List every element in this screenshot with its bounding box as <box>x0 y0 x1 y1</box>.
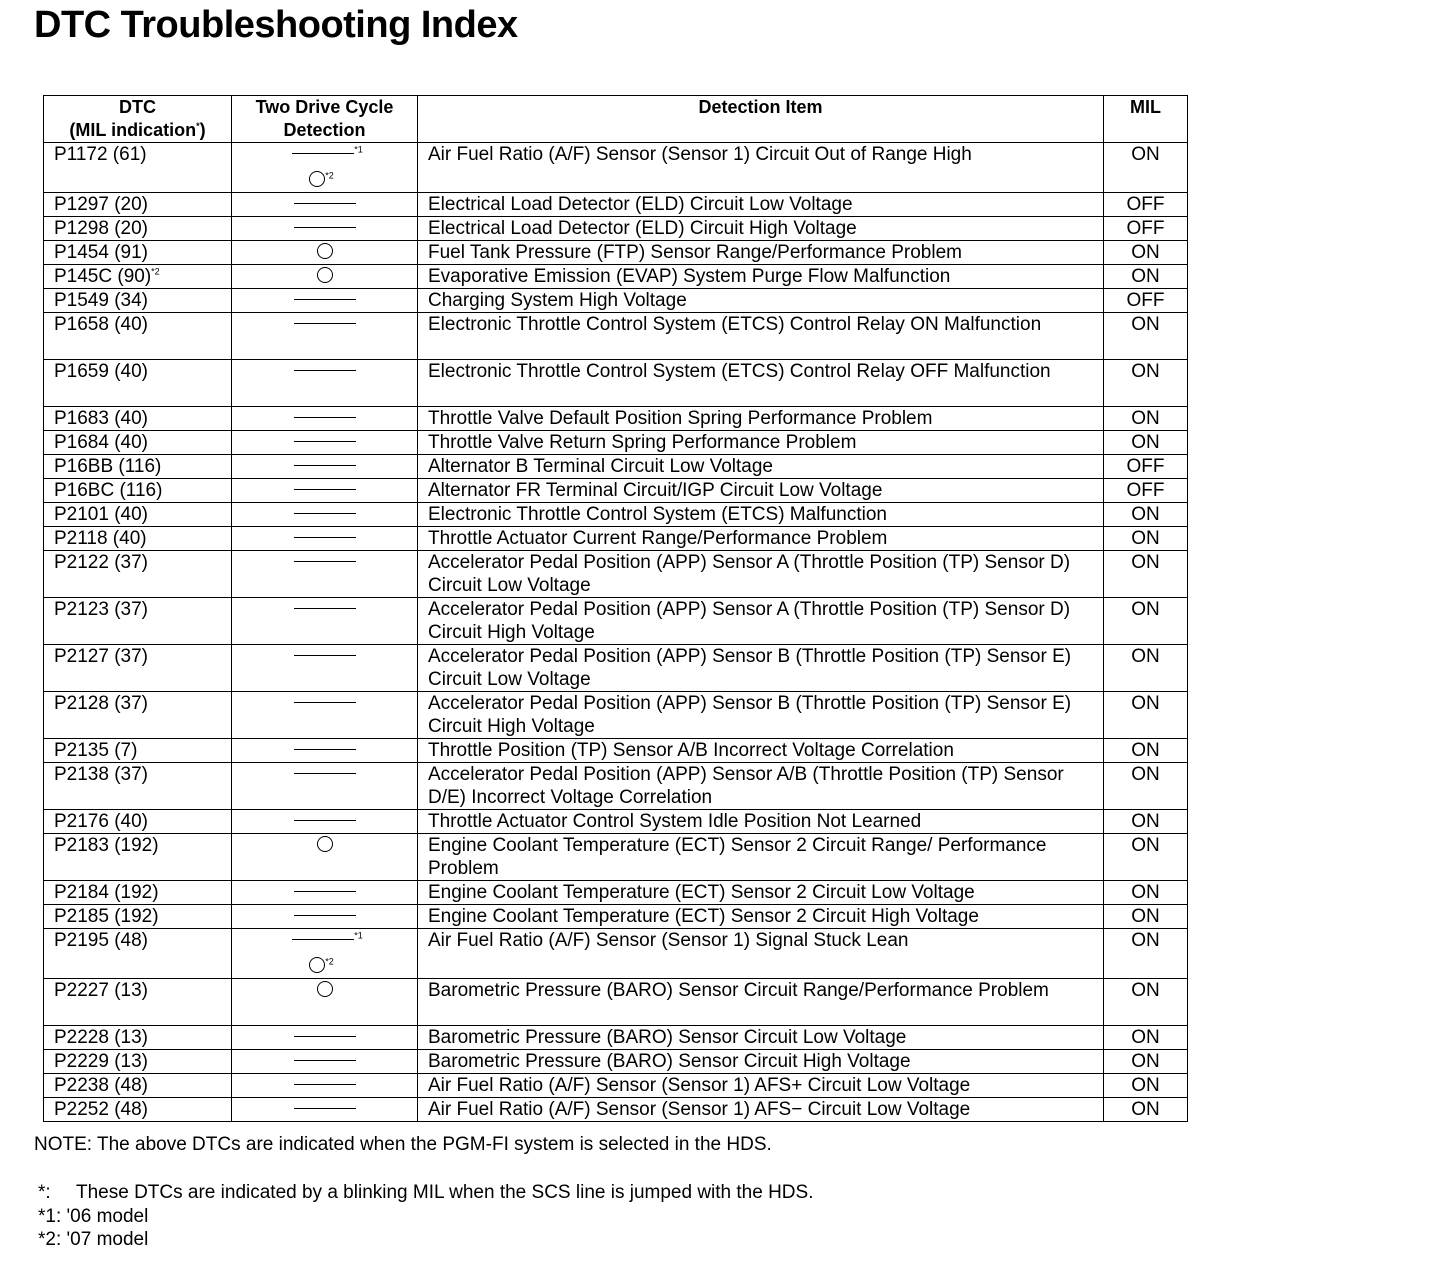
dtc-code: P2185 (192) <box>54 906 159 927</box>
detection-item-cell: Throttle Position (TP) Sensor A/B Incorrect Voltage Correlation <box>418 739 1104 763</box>
mil-status-cell: OFF <box>1104 479 1188 503</box>
dtc-code: P2101 (40) <box>54 504 149 525</box>
footnote-mark: *: <box>38 1182 51 1203</box>
dtc-code: P1454 (91) <box>54 242 149 263</box>
not-applicable-dash-icon <box>294 370 356 371</box>
not-applicable-dash-icon <box>294 513 356 514</box>
mil-status-cell: ON <box>1104 503 1188 527</box>
model-footnote-mark: *1 <box>354 930 363 941</box>
detection-item-cell: Barometric Pressure (BARO) Sensor Circuit Range/Performance Problem <box>418 979 1104 1026</box>
two-drive-cycle-cell <box>232 455 418 479</box>
table-row <box>44 1026 1188 1050</box>
table-row <box>44 479 1188 503</box>
header-dtc-line1: DTC <box>119 97 156 117</box>
footnotes <box>38 1181 813 1252</box>
dtc-code-cell <box>44 979 232 1026</box>
not-applicable-dash-icon <box>292 153 354 154</box>
dtc-code: P2183 (192) <box>54 835 159 856</box>
two-drive-cycle-cell <box>232 360 418 407</box>
dtc-code: P2228 (13) <box>54 1027 149 1048</box>
not-applicable-dash-icon <box>294 915 356 916</box>
not-applicable-dash-icon <box>294 702 356 703</box>
table-row <box>44 1050 1188 1074</box>
dtc-code-cell <box>44 551 232 598</box>
detection-item-cell: Throttle Actuator Control System Idle Position Not Learned <box>418 810 1104 834</box>
table-row <box>44 551 1188 598</box>
not-applicable-dash-icon <box>294 203 356 204</box>
dtc-code: P1684 (40) <box>54 432 149 453</box>
two-drive-cycle-cell <box>232 598 418 645</box>
two-drive-cycle-cell <box>232 763 418 810</box>
mil-status-cell: OFF <box>1104 217 1188 241</box>
dtc-code-cell <box>44 929 232 979</box>
table-header-row <box>44 96 1188 143</box>
table-row <box>44 763 1188 810</box>
not-applicable-dash-icon <box>294 1108 356 1109</box>
model-footnote-mark: *2 <box>325 956 334 967</box>
table-row <box>44 241 1188 265</box>
mil-status-cell: ON <box>1104 763 1188 810</box>
table-row <box>44 881 1188 905</box>
footnote-text: These DTCs are indicated by a blinking MIL when the SCS line is jumped with the HDS. <box>76 1182 814 1203</box>
detection-item-cell: Barometric Pressure (BARO) Sensor Circuit High Voltage <box>418 1050 1104 1074</box>
dtc-code-cell <box>44 739 232 763</box>
dtc-code: P1659 (40) <box>54 361 149 382</box>
mil-status-cell: ON <box>1104 881 1188 905</box>
detection-item-cell: Charging System High Voltage <box>418 289 1104 313</box>
header-two-drive-cycle <box>232 96 418 143</box>
detection-item-cell: Air Fuel Ratio (A/F) Sensor (Sensor 1) AFS+ Circuit Low Voltage <box>418 1074 1104 1098</box>
detection-item-cell: Fuel Tank Pressure (FTP) Sensor Range/Performance Problem <box>418 241 1104 265</box>
two-drive-cycle-cell <box>232 265 418 289</box>
mil-status-cell: OFF <box>1104 193 1188 217</box>
table-row <box>44 834 1188 881</box>
detection-item-cell: Engine Coolant Temperature (ECT) Sensor 2 Circuit Low Voltage <box>418 881 1104 905</box>
table-row <box>44 313 1188 360</box>
model-footnote-mark: *1 <box>354 144 363 155</box>
table-row <box>44 810 1188 834</box>
dtc-code-cell <box>44 217 232 241</box>
detection-item-cell: Alternator B Terminal Circuit Low Voltage <box>418 455 1104 479</box>
not-applicable-dash-icon <box>294 441 356 442</box>
dtc-code: P1683 (40) <box>54 408 149 429</box>
table-row <box>44 503 1188 527</box>
two-drive-cycle-circle-icon <box>317 836 333 852</box>
header-detection-item: Detection Item <box>418 96 1104 143</box>
dtc-code-cell <box>44 265 232 289</box>
mil-status-cell: ON <box>1104 692 1188 739</box>
table-row <box>44 527 1188 551</box>
two-drive-cycle-cell <box>232 527 418 551</box>
two-drive-cycle-cell <box>232 739 418 763</box>
two-drive-cycle-cell <box>232 881 418 905</box>
dtc-code-cell <box>44 313 232 360</box>
detection-item-cell: Engine Coolant Temperature (ECT) Sensor 2 Circuit Range/ Performance Problem <box>418 834 1104 881</box>
mil-status-cell: ON <box>1104 265 1188 289</box>
dtc-code: P2122 (37) <box>54 552 149 573</box>
table-row <box>44 360 1188 407</box>
dtc-code: P1172 (61) <box>54 144 147 165</box>
dtc-code: P2229 (13) <box>54 1051 149 1072</box>
dtc-code-cell <box>44 241 232 265</box>
header-dtc-footnote-mark: * <box>196 121 200 131</box>
mil-status-cell: ON <box>1104 929 1188 979</box>
two-drive-cycle-cell <box>232 645 418 692</box>
table-row <box>44 265 1188 289</box>
two-drive-cycle-cell <box>232 193 418 217</box>
detection-item-cell: Engine Coolant Temperature (ECT) Sensor 2 Circuit High Voltage <box>418 905 1104 929</box>
table-row <box>44 598 1188 645</box>
not-applicable-dash-icon <box>294 1084 356 1085</box>
footnote-text: '07 model <box>66 1229 149 1250</box>
dtc-code-cell <box>44 503 232 527</box>
mil-status-cell: ON <box>1104 407 1188 431</box>
table-row <box>44 1074 1188 1098</box>
detection-item-cell: Electronic Throttle Control System (ETCS) Control Relay ON Malfunction <box>418 313 1104 360</box>
two-drive-cycle-circle-icon <box>317 267 333 283</box>
not-applicable-dash-icon <box>294 891 356 892</box>
mil-status-cell: ON <box>1104 1074 1188 1098</box>
table-row <box>44 929 1188 979</box>
two-drive-cycle-cell <box>232 313 418 360</box>
two-drive-cycle-cell <box>232 834 418 881</box>
not-applicable-dash-icon <box>292 939 354 940</box>
footnote-mark: *1: <box>38 1205 62 1227</box>
table-row <box>44 979 1188 1026</box>
dtc-code-cell <box>44 289 232 313</box>
not-applicable-dash-icon <box>294 227 356 228</box>
mil-status-cell: ON <box>1104 1098 1188 1122</box>
mil-status-cell: ON <box>1104 979 1188 1026</box>
dtc-code: P2138 (37) <box>54 764 149 785</box>
mil-status-cell: ON <box>1104 241 1188 265</box>
table-body <box>44 143 1188 1122</box>
dtc-code: P2127 (37) <box>54 646 149 667</box>
not-applicable-dash-icon <box>294 489 356 490</box>
footnote-item <box>38 1228 813 1252</box>
not-applicable-dash-icon <box>294 465 356 466</box>
two-drive-cycle-cell <box>232 1026 418 1050</box>
dtc-code: P145C (90) <box>54 266 152 287</box>
two-drive-cycle-cell <box>232 1074 418 1098</box>
table-row <box>44 905 1188 929</box>
table-row <box>44 143 1188 193</box>
two-drive-cycle-circle-icon <box>317 243 333 259</box>
note-text: NOTE: The above DTCs are indicated when the PGM-FI system is selected in the HDS. <box>34 1134 772 1155</box>
detection-item-cell: Accelerator Pedal Position (APP) Sensor A/B (Throttle Position (TP) Sensor D/E) Incorrect Voltage Correlation <box>418 763 1104 810</box>
dtc-code: P1297 (20) <box>54 194 149 215</box>
two-drive-cycle-circle-icon <box>309 171 325 187</box>
mil-status-cell: OFF <box>1104 289 1188 313</box>
dtc-code-cell <box>44 598 232 645</box>
detection-item-cell: Alternator FR Terminal Circuit/IGP Circuit Low Voltage <box>418 479 1104 503</box>
dtc-code-cell <box>44 479 232 503</box>
mil-status-cell: OFF <box>1104 455 1188 479</box>
footnote-text: '06 model <box>66 1205 149 1227</box>
dtc-code: P1298 (20) <box>54 218 149 239</box>
dtc-code-cell <box>44 407 232 431</box>
table-row <box>44 1098 1188 1122</box>
two-drive-cycle-cell <box>232 479 418 503</box>
dtc-code-cell <box>44 1098 232 1122</box>
mil-status-cell: ON <box>1104 551 1188 598</box>
two-drive-cycle-cell <box>232 905 418 929</box>
two-drive-cycle-cell <box>232 551 418 598</box>
table-row <box>44 739 1188 763</box>
two-drive-cycle-cell <box>232 241 418 265</box>
dtc-code-cell <box>44 143 232 193</box>
dtc-code: P2252 (48) <box>54 1099 149 1120</box>
detection-item-cell: Evaporative Emission (EVAP) System Purge Flow Malfunction <box>418 265 1104 289</box>
two-drive-cycle-cell <box>232 1098 418 1122</box>
not-applicable-dash-icon <box>294 820 356 821</box>
header-two-line2: Detection <box>283 120 366 140</box>
detection-item-cell: Accelerator Pedal Position (APP) Sensor B (Throttle Position (TP) Sensor E) Circuit High Voltage <box>418 692 1104 739</box>
detection-item-cell: Air Fuel Ratio (A/F) Sensor (Sensor 1) AFS− Circuit Low Voltage <box>418 1098 1104 1122</box>
detection-item-cell: Air Fuel Ratio (A/F) Sensor (Sensor 1) Signal Stuck Lean <box>418 929 1104 979</box>
two-drive-cycle-cell <box>232 217 418 241</box>
mil-status-cell: ON <box>1104 431 1188 455</box>
model-footnote-mark: *2 <box>325 170 334 181</box>
mil-status-cell: ON <box>1104 143 1188 193</box>
dtc-index-table <box>43 95 1188 1122</box>
table-row <box>44 217 1188 241</box>
dtc-code-cell <box>44 1026 232 1050</box>
detection-item-cell: Accelerator Pedal Position (APP) Sensor A (Throttle Position (TP) Sensor D) Circuit High Voltage <box>418 598 1104 645</box>
footnote-item <box>38 1181 813 1205</box>
mil-status-cell: ON <box>1104 810 1188 834</box>
two-drive-cycle-circle-icon <box>317 981 333 997</box>
not-applicable-dash-icon <box>294 749 356 750</box>
dtc-code: P16BC (116) <box>54 480 163 501</box>
dtc-code-cell <box>44 527 232 551</box>
table-row <box>44 455 1188 479</box>
not-applicable-dash-icon <box>294 417 356 418</box>
dtc-code-cell <box>44 763 232 810</box>
not-applicable-dash-icon <box>294 561 356 562</box>
dtc-code: P16BB (116) <box>54 456 162 477</box>
dtc-footnote-mark: *2 <box>151 266 160 277</box>
two-drive-cycle-cell <box>232 503 418 527</box>
header-mil: MIL <box>1104 96 1188 143</box>
dtc-code-cell <box>44 431 232 455</box>
dtc-code-cell <box>44 455 232 479</box>
detection-item-cell: Electronic Throttle Control System (ETCS) Control Relay OFF Malfunction <box>418 360 1104 407</box>
table-row <box>44 289 1188 313</box>
dtc-code: P2135 (7) <box>54 740 138 761</box>
detection-item-cell: Electronic Throttle Control System (ETCS) Malfunction <box>418 503 1104 527</box>
not-applicable-dash-icon <box>294 773 356 774</box>
mil-status-cell: ON <box>1104 313 1188 360</box>
not-applicable-dash-icon <box>294 537 356 538</box>
detection-item-cell: Air Fuel Ratio (A/F) Sensor (Sensor 1) Circuit Out of Range High <box>418 143 1104 193</box>
detection-item-cell: Throttle Valve Return Spring Performance Problem <box>418 431 1104 455</box>
mil-status-cell: ON <box>1104 360 1188 407</box>
mil-status-cell: ON <box>1104 905 1188 929</box>
header-dtc <box>44 96 232 143</box>
detection-item-cell: Electrical Load Detector (ELD) Circuit High Voltage <box>418 217 1104 241</box>
two-drive-cycle-circle-icon <box>309 957 325 973</box>
mil-status-cell: ON <box>1104 739 1188 763</box>
two-drive-cycle-cell <box>232 979 418 1026</box>
dtc-code-cell <box>44 1074 232 1098</box>
mil-status-cell: ON <box>1104 598 1188 645</box>
table-row <box>44 193 1188 217</box>
detection-item-cell: Electrical Load Detector (ELD) Circuit Low Voltage <box>418 193 1104 217</box>
dtc-code: P2128 (37) <box>54 693 149 714</box>
not-applicable-dash-icon <box>294 1036 356 1037</box>
footnote-mark: *2: <box>38 1229 62 1250</box>
dtc-code-cell <box>44 193 232 217</box>
two-drive-cycle-cell <box>232 929 418 979</box>
table-row <box>44 431 1188 455</box>
header-dtc-line2: (MIL indication <box>69 120 197 140</box>
not-applicable-dash-icon <box>294 655 356 656</box>
dtc-code: P2227 (13) <box>54 980 149 1001</box>
dtc-code: P2176 (40) <box>54 811 149 832</box>
detection-item-cell: Barometric Pressure (BARO) Sensor Circuit Low Voltage <box>418 1026 1104 1050</box>
dtc-code-cell <box>44 810 232 834</box>
table-row <box>44 645 1188 692</box>
dtc-code-cell <box>44 1050 232 1074</box>
dtc-code-cell <box>44 360 232 407</box>
two-drive-cycle-cell <box>232 431 418 455</box>
footnote-item <box>38 1205 813 1229</box>
not-applicable-dash-icon <box>294 1060 356 1061</box>
mil-status-cell: ON <box>1104 1050 1188 1074</box>
two-drive-cycle-cell <box>232 407 418 431</box>
two-drive-cycle-cell <box>232 810 418 834</box>
detection-item-cell: Accelerator Pedal Position (APP) Sensor B (Throttle Position (TP) Sensor E) Circuit Low Voltage <box>418 645 1104 692</box>
table-row <box>44 407 1188 431</box>
header-dtc-close: ) <box>199 120 206 140</box>
dtc-code: P2238 (48) <box>54 1075 149 1096</box>
two-drive-cycle-cell <box>232 143 418 193</box>
two-drive-cycle-cell <box>232 1050 418 1074</box>
dtc-code-cell <box>44 692 232 739</box>
detection-item-cell: Throttle Actuator Current Range/Performance Problem <box>418 527 1104 551</box>
dtc-code: P2195 (48) <box>54 930 149 951</box>
dtc-code: P2123 (37) <box>54 599 149 620</box>
two-drive-cycle-cell <box>232 289 418 313</box>
detection-item-cell: Accelerator Pedal Position (APP) Sensor A (Throttle Position (TP) Sensor D) Circuit Low Voltage <box>418 551 1104 598</box>
dtc-code-cell <box>44 834 232 881</box>
detection-item-cell: Throttle Valve Default Position Spring Performance Problem <box>418 407 1104 431</box>
dtc-code-cell <box>44 645 232 692</box>
two-drive-cycle-cell <box>232 692 418 739</box>
header-two-line1: Two Drive Cycle <box>255 97 394 117</box>
dtc-code: P1658 (40) <box>54 314 149 335</box>
dtc-code: P2118 (40) <box>54 528 147 549</box>
table-row <box>44 692 1188 739</box>
mil-status-cell: ON <box>1104 645 1188 692</box>
not-applicable-dash-icon <box>294 323 356 324</box>
not-applicable-dash-icon <box>294 299 356 300</box>
mil-status-cell: ON <box>1104 834 1188 881</box>
dtc-code-cell <box>44 905 232 929</box>
not-applicable-dash-icon <box>294 608 356 609</box>
mil-status-cell: ON <box>1104 1026 1188 1050</box>
mil-status-cell: ON <box>1104 527 1188 551</box>
dtc-code-cell <box>44 881 232 905</box>
dtc-code: P2184 (192) <box>54 882 159 903</box>
dtc-code: P1549 (34) <box>54 290 149 311</box>
page-title: DTC Troubleshooting Index <box>34 4 518 46</box>
